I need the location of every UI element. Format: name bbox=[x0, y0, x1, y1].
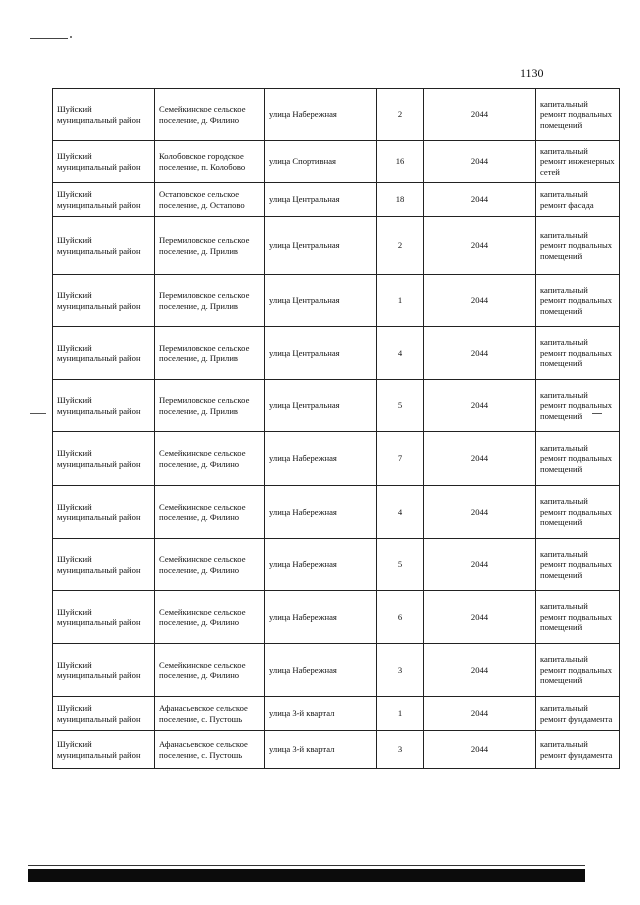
cell-settlement: Афанасьевское сельское поселение, с. Пустошь bbox=[155, 731, 265, 769]
cell-year: 2044 bbox=[424, 183, 536, 217]
cell-year: 2044 bbox=[424, 327, 536, 380]
margin-mark-left bbox=[30, 413, 46, 414]
cell-settlement: Колобовское городское поселение, п. Колобово bbox=[155, 141, 265, 183]
cell-work-type: капитальный ремонт подвальных помещений bbox=[536, 275, 620, 327]
cell-work-type: капитальный ремонт подвальных помещений bbox=[536, 591, 620, 644]
cell-settlement: Перемиловское сельское поселение, д. Прилив bbox=[155, 275, 265, 327]
cell-year: 2044 bbox=[424, 591, 536, 644]
table-row bbox=[53, 217, 620, 275]
cell-district: Шуйский муниципальный район bbox=[53, 327, 155, 380]
cell-year: 2044 bbox=[424, 644, 536, 697]
table-row bbox=[53, 486, 620, 539]
cell-year: 2044 bbox=[424, 539, 536, 591]
cell-settlement: Афанасьевское сельское поселение, с. Пустошь bbox=[155, 697, 265, 731]
cell-settlement: Семейкинское сельское поселение, д. Филино bbox=[155, 591, 265, 644]
cell-house-number: 3 bbox=[377, 731, 424, 769]
page-number: 1130 bbox=[520, 66, 544, 80]
cell-work-type: капитальный ремонт подвальных помещений bbox=[536, 217, 620, 275]
cell-street: улица Центральная bbox=[265, 183, 377, 217]
cell-street: улица Спортивная bbox=[265, 141, 377, 183]
cell-district: Шуйский муниципальный район bbox=[53, 380, 155, 432]
cell-house-number: 5 bbox=[377, 380, 424, 432]
cell-street: улица Центральная bbox=[265, 327, 377, 380]
scan-edge-bar bbox=[28, 869, 585, 882]
cell-work-type: капитальный ремонт подвальных помещений bbox=[536, 539, 620, 591]
cell-district: Шуйский муниципальный район bbox=[53, 432, 155, 486]
cell-house-number: 3 bbox=[377, 644, 424, 697]
cell-district: Шуйский муниципальный район bbox=[53, 591, 155, 644]
cell-house-number: 5 bbox=[377, 539, 424, 591]
cell-settlement: Семейкинское сельское поселение, д. Филино bbox=[155, 644, 265, 697]
cell-work-type: капитальный ремонт фасада bbox=[536, 183, 620, 217]
cell-settlement: Семейкинское сельское поселение, д. Филино bbox=[155, 89, 265, 141]
cell-work-type: капитальный ремонт подвальных помещений bbox=[536, 486, 620, 539]
cell-year: 2044 bbox=[424, 275, 536, 327]
repair-schedule-table bbox=[52, 88, 620, 769]
cell-year: 2044 bbox=[424, 486, 536, 539]
cell-district: Шуйский муниципальный район bbox=[53, 89, 155, 141]
cell-settlement: Перемиловское сельское поселение, д. Прилив bbox=[155, 217, 265, 275]
cell-work-type: капитальный ремонт подвальных помещений bbox=[536, 380, 620, 432]
cell-house-number: 2 bbox=[377, 89, 424, 141]
cell-district: Шуйский муниципальный район bbox=[53, 275, 155, 327]
cell-work-type: капитальный ремонт подвальных помещений bbox=[536, 327, 620, 380]
cell-house-number: 1 bbox=[377, 697, 424, 731]
cell-district: Шуйский муниципальный район bbox=[53, 183, 155, 217]
scan-mark-dot bbox=[70, 36, 72, 38]
cell-settlement: Семейкинское сельское поселение, д. Филино bbox=[155, 539, 265, 591]
table-body bbox=[53, 89, 620, 769]
cell-house-number: 1 bbox=[377, 275, 424, 327]
table-row bbox=[53, 141, 620, 183]
cell-street: улица Набережная bbox=[265, 89, 377, 141]
table-row bbox=[53, 432, 620, 486]
cell-work-type: капитальный ремонт подвальных помещений bbox=[536, 432, 620, 486]
cell-street: улица Центральная bbox=[265, 217, 377, 275]
table-row bbox=[53, 275, 620, 327]
cell-district: Шуйский муниципальный район bbox=[53, 217, 155, 275]
cell-house-number: 4 bbox=[377, 327, 424, 380]
cell-work-type: капитальный ремонт подвальных помещений bbox=[536, 644, 620, 697]
cell-district: Шуйский муниципальный район bbox=[53, 697, 155, 731]
table-row bbox=[53, 89, 620, 141]
cell-street: улица Центральная bbox=[265, 380, 377, 432]
cell-settlement: Перемиловское сельское поселение, д. Прилив bbox=[155, 327, 265, 380]
cell-year: 2044 bbox=[424, 432, 536, 486]
cell-house-number: 16 bbox=[377, 141, 424, 183]
cell-settlement: Семейкинское сельское поселение, д. Филино bbox=[155, 432, 265, 486]
cell-street: улица Набережная bbox=[265, 539, 377, 591]
cell-house-number: 18 bbox=[377, 183, 424, 217]
table-row bbox=[53, 591, 620, 644]
table-row bbox=[53, 731, 620, 769]
cell-district: Шуйский муниципальный район bbox=[53, 539, 155, 591]
scan-mark-top bbox=[30, 38, 68, 39]
cell-district: Шуйский муниципальный район bbox=[53, 141, 155, 183]
cell-year: 2044 bbox=[424, 731, 536, 769]
cell-work-type: капитальный ремонт инженерных сетей bbox=[536, 141, 620, 183]
cell-district: Шуйский муниципальный район bbox=[53, 644, 155, 697]
cell-settlement: Семейкинское сельское поселение, д. Филино bbox=[155, 486, 265, 539]
cell-district: Шуйский муниципальный район bbox=[53, 731, 155, 769]
scan-edge-line bbox=[28, 865, 585, 866]
cell-street: улица Центральная bbox=[265, 275, 377, 327]
table-row bbox=[53, 327, 620, 380]
cell-street: улица Набережная bbox=[265, 432, 377, 486]
table-row bbox=[53, 539, 620, 591]
cell-street: улица Набережная bbox=[265, 644, 377, 697]
cell-work-type: капитальный ремонт фундамента bbox=[536, 697, 620, 731]
cell-year: 2044 bbox=[424, 380, 536, 432]
cell-settlement: Перемиловское сельское поселение, д. Прилив bbox=[155, 380, 265, 432]
table-row bbox=[53, 697, 620, 731]
cell-year: 2044 bbox=[424, 697, 536, 731]
cell-house-number: 4 bbox=[377, 486, 424, 539]
cell-year: 2044 bbox=[424, 141, 536, 183]
cell-settlement: Остаповское сельское поселение, д. Остапово bbox=[155, 183, 265, 217]
cell-street: улица 3-й квартал bbox=[265, 731, 377, 769]
table-row bbox=[53, 380, 620, 432]
cell-district: Шуйский муниципальный район bbox=[53, 486, 155, 539]
cell-street: улица Набережная bbox=[265, 486, 377, 539]
cell-street: улица Набережная bbox=[265, 591, 377, 644]
table-row bbox=[53, 644, 620, 697]
cell-work-type: капитальный ремонт подвальных помещений bbox=[536, 89, 620, 141]
cell-house-number: 7 bbox=[377, 432, 424, 486]
cell-year: 2044 bbox=[424, 89, 536, 141]
cell-house-number: 6 bbox=[377, 591, 424, 644]
cell-street: улица 3-й квартал bbox=[265, 697, 377, 731]
table-row bbox=[53, 183, 620, 217]
cell-year: 2044 bbox=[424, 217, 536, 275]
cell-work-type: капитальный ремонт фундамента bbox=[536, 731, 620, 769]
cell-house-number: 2 bbox=[377, 217, 424, 275]
